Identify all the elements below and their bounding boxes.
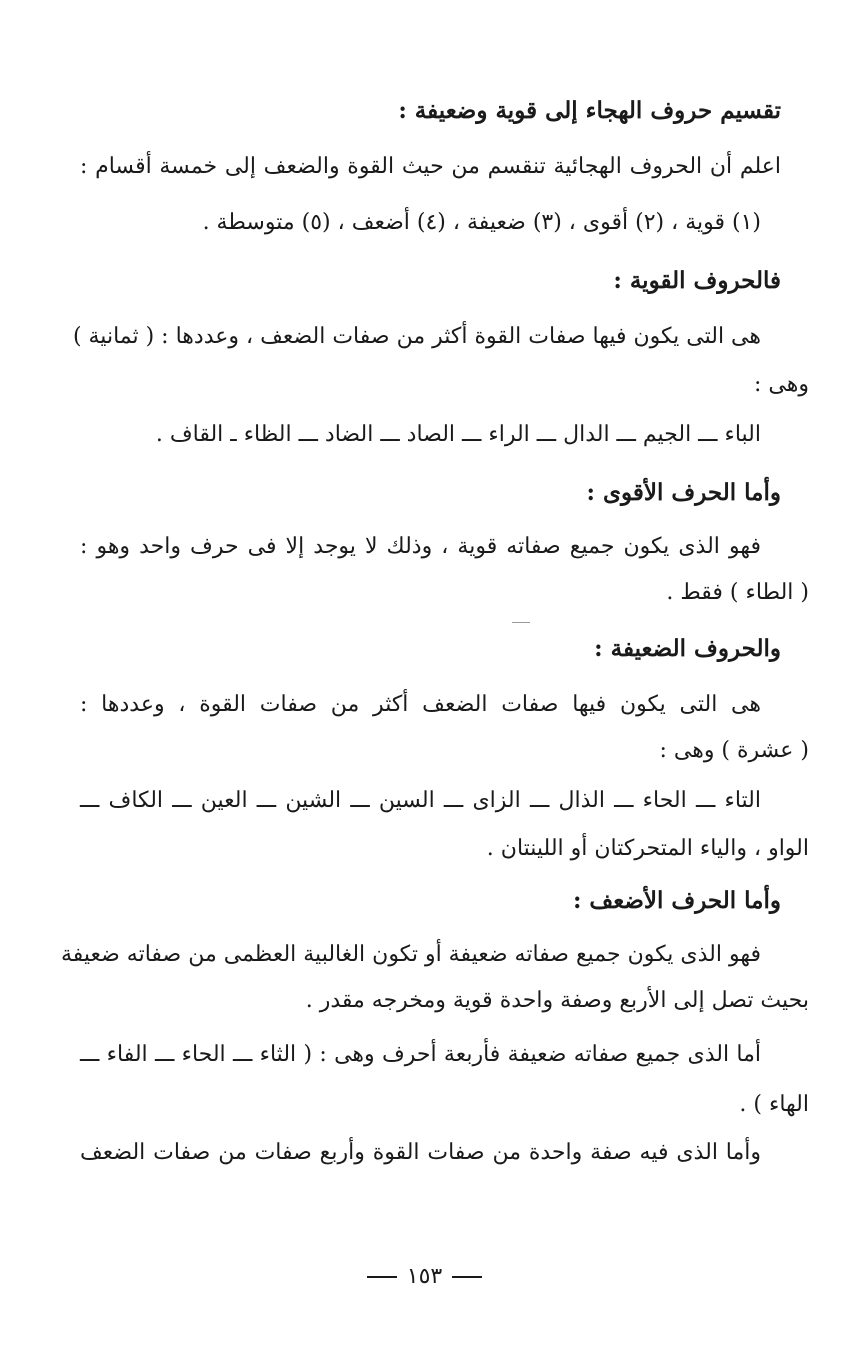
page-number: [0, 1262, 849, 1292]
paragraph-line: اعلم أن الحروف الهجائية تنقسم من حيث القوة والضعف إلى خمسة أقسام :: [80, 154, 781, 179]
heading-strong-letters: فالحروف القوية :: [613, 267, 781, 294]
paragraph-line: فهو الذى يكون جميع صفاته ضعيفة أو تكون الغالبية العظمى من صفاته ضعيفة: [60, 942, 761, 967]
letter-list-line: التاء ـــ الحاء ـــ الذال ـــ الزاى ـــ السين ـــ الشين ـــ العين ـــ الكاف ـــ: [80, 788, 761, 813]
paragraph-line: هى التى يكون فيها صفات القوة أكثر من صفات الضعف ، وعددها : ( ثمانية ): [72, 324, 761, 349]
paragraph-line: (١) قوية ، (٢) أقوى ، (٣) ضعيفة ، (٤) أضعف ، (٥) متوسطة .: [202, 210, 761, 235]
paragraph-line: هى التى يكون فيها صفات الضعف أكثر من صفات القوة ، وعددها :: [80, 692, 761, 717]
paragraph-line: أما الذى جميع صفاته ضعيفة فأربعة أحرف وهى : ( الثاء ـــ الحاء ـــ الفاء ـــ: [80, 1042, 761, 1067]
paragraph-line: بحيث تصل إلى الأربع وصفة واحدة قوية ومخرجه مقدر .: [305, 988, 809, 1013]
scan-speck: [512, 622, 530, 623]
paragraph-line: ( عشرة ) وهى :: [659, 738, 809, 763]
letter-list-line: الواو ، والياء المتحركتان أو اللينتان .: [486, 836, 809, 861]
page-number-dash-right: [452, 1276, 482, 1278]
paragraph-line: وأما الذى فيه صفة واحدة من صفات القوة وأربع صفات من صفات الضعف: [80, 1140, 761, 1165]
heading-strongest-letter: وأما الحرف الأقوى :: [586, 479, 781, 506]
heading-weak-letters: والحروف الضعيفة :: [594, 635, 781, 662]
paragraph-line: فهو الذى يكون جميع صفاته قوية ، وذلك لا يوجد إلا فى حرف واحد وهو :: [80, 534, 761, 559]
paragraph-line: وهى :: [754, 372, 809, 397]
heading-weakest-letter: وأما الحرف الأضعف :: [572, 887, 781, 914]
letter-list-line: الباء ـــ الجيم ـــ الدال ـــ الراء ـــ الصاد ـــ الضاد ـــ الظاء ـ القاف .: [155, 422, 761, 447]
heading-division: تقسيم حروف الهجاء إلى قوية وضعيفة :: [398, 97, 781, 124]
page-number-value: ١٥٣: [406, 1264, 443, 1289]
paragraph-line: ( الطاء ) فقط .: [666, 580, 809, 605]
paragraph-line: الهاء ) .: [739, 1092, 809, 1117]
page-number-dash-left: [367, 1276, 397, 1278]
